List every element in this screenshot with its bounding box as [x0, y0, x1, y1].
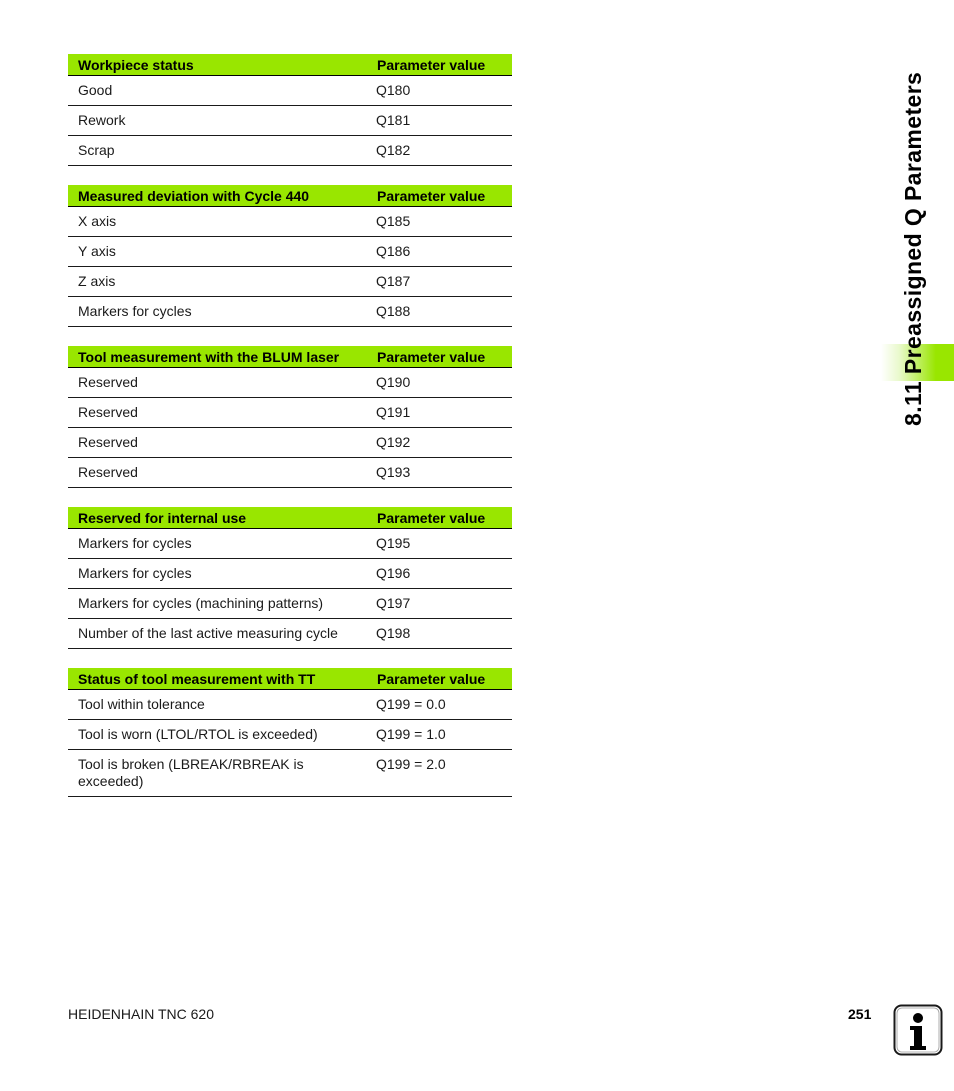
table-row [68, 428, 512, 458]
table-row [68, 136, 512, 166]
row-value: Q190 [367, 368, 512, 398]
table-row [68, 690, 512, 720]
table-row [68, 106, 512, 136]
blum-laser-table [68, 346, 512, 488]
row-value: Q199 = 2.0 [367, 750, 512, 797]
row-value: Q182 [367, 136, 512, 166]
table-row [68, 237, 512, 267]
internal-use-table [68, 507, 512, 649]
row-label: Number of the last active measuring cycle [68, 619, 367, 649]
column-header: Parameter value [367, 507, 512, 529]
row-value: Q197 [367, 589, 512, 619]
row-label: Tool is worn (LTOL/RTOL is exceeded) [68, 720, 367, 750]
row-label: Reserved [68, 428, 367, 458]
row-label: Z axis [68, 267, 367, 297]
row-value: Q181 [367, 106, 512, 136]
table-header-row [68, 668, 512, 690]
table-row [68, 267, 512, 297]
info-icon [893, 1004, 943, 1056]
footer-manual-name: HEIDENHAIN TNC 620 [68, 1006, 215, 1022]
row-label: X axis [68, 207, 367, 237]
table-row [68, 720, 512, 750]
row-label: Markers for cycles [68, 559, 367, 589]
table-row [68, 589, 512, 619]
table-row [68, 398, 512, 428]
parameter-tables [68, 54, 512, 816]
table-row [68, 76, 512, 106]
table-header-row [68, 54, 512, 76]
section-title: 8.11 Preassigned Q Parameters [900, 71, 926, 426]
row-value: Q198 [367, 619, 512, 649]
row-value: Q186 [367, 237, 512, 267]
row-value: Q192 [367, 428, 512, 458]
page-number: 251 [848, 1006, 872, 1022]
column-header: Measured deviation with Cycle 440 [68, 185, 367, 207]
row-label: Y axis [68, 237, 367, 267]
row-value: Q188 [367, 297, 512, 327]
table-row [68, 458, 512, 488]
row-label: Markers for cycles [68, 297, 367, 327]
row-value: Q187 [367, 267, 512, 297]
column-header: Status of tool measurement with TT [68, 668, 367, 690]
row-label: Reserved [68, 398, 367, 428]
table-row [68, 529, 512, 559]
column-header: Parameter value [367, 185, 512, 207]
table-row [68, 207, 512, 237]
tt-tool-status-table [68, 668, 512, 797]
table-header-row [68, 507, 512, 529]
workpiece-status-table [68, 54, 512, 166]
table-row [68, 619, 512, 649]
row-value: Q195 [367, 529, 512, 559]
row-value: Q196 [367, 559, 512, 589]
row-label: Good [68, 76, 367, 106]
row-label: Reserved [68, 368, 367, 398]
column-header: Reserved for internal use [68, 507, 367, 529]
table-row [68, 297, 512, 327]
row-label: Tool within tolerance [68, 690, 367, 720]
table-header-row [68, 346, 512, 368]
table-row [68, 368, 512, 398]
row-label: Reserved [68, 458, 367, 488]
column-header: Parameter value [367, 54, 512, 76]
row-value: Q185 [367, 207, 512, 237]
row-label: Rework [68, 106, 367, 136]
row-value: Q199 = 0.0 [367, 690, 512, 720]
row-label: Scrap [68, 136, 367, 166]
cycle-440-deviation-table [68, 185, 512, 327]
row-label: Tool is broken (LBREAK/RBREAK is exceeded) [68, 750, 367, 797]
column-header: Tool measurement with the BLUM laser [68, 346, 367, 368]
table-header-row [68, 185, 512, 207]
row-value: Q180 [367, 76, 512, 106]
row-label: Markers for cycles [68, 529, 367, 559]
column-header: Parameter value [367, 346, 512, 368]
table-row [68, 750, 512, 797]
table-row [68, 559, 512, 589]
column-header: Workpiece status [68, 54, 367, 76]
row-value: Q199 = 1.0 [367, 720, 512, 750]
row-label: Markers for cycles (machining patterns) [68, 589, 367, 619]
row-value: Q193 [367, 458, 512, 488]
column-header: Parameter value [367, 668, 512, 690]
row-value: Q191 [367, 398, 512, 428]
